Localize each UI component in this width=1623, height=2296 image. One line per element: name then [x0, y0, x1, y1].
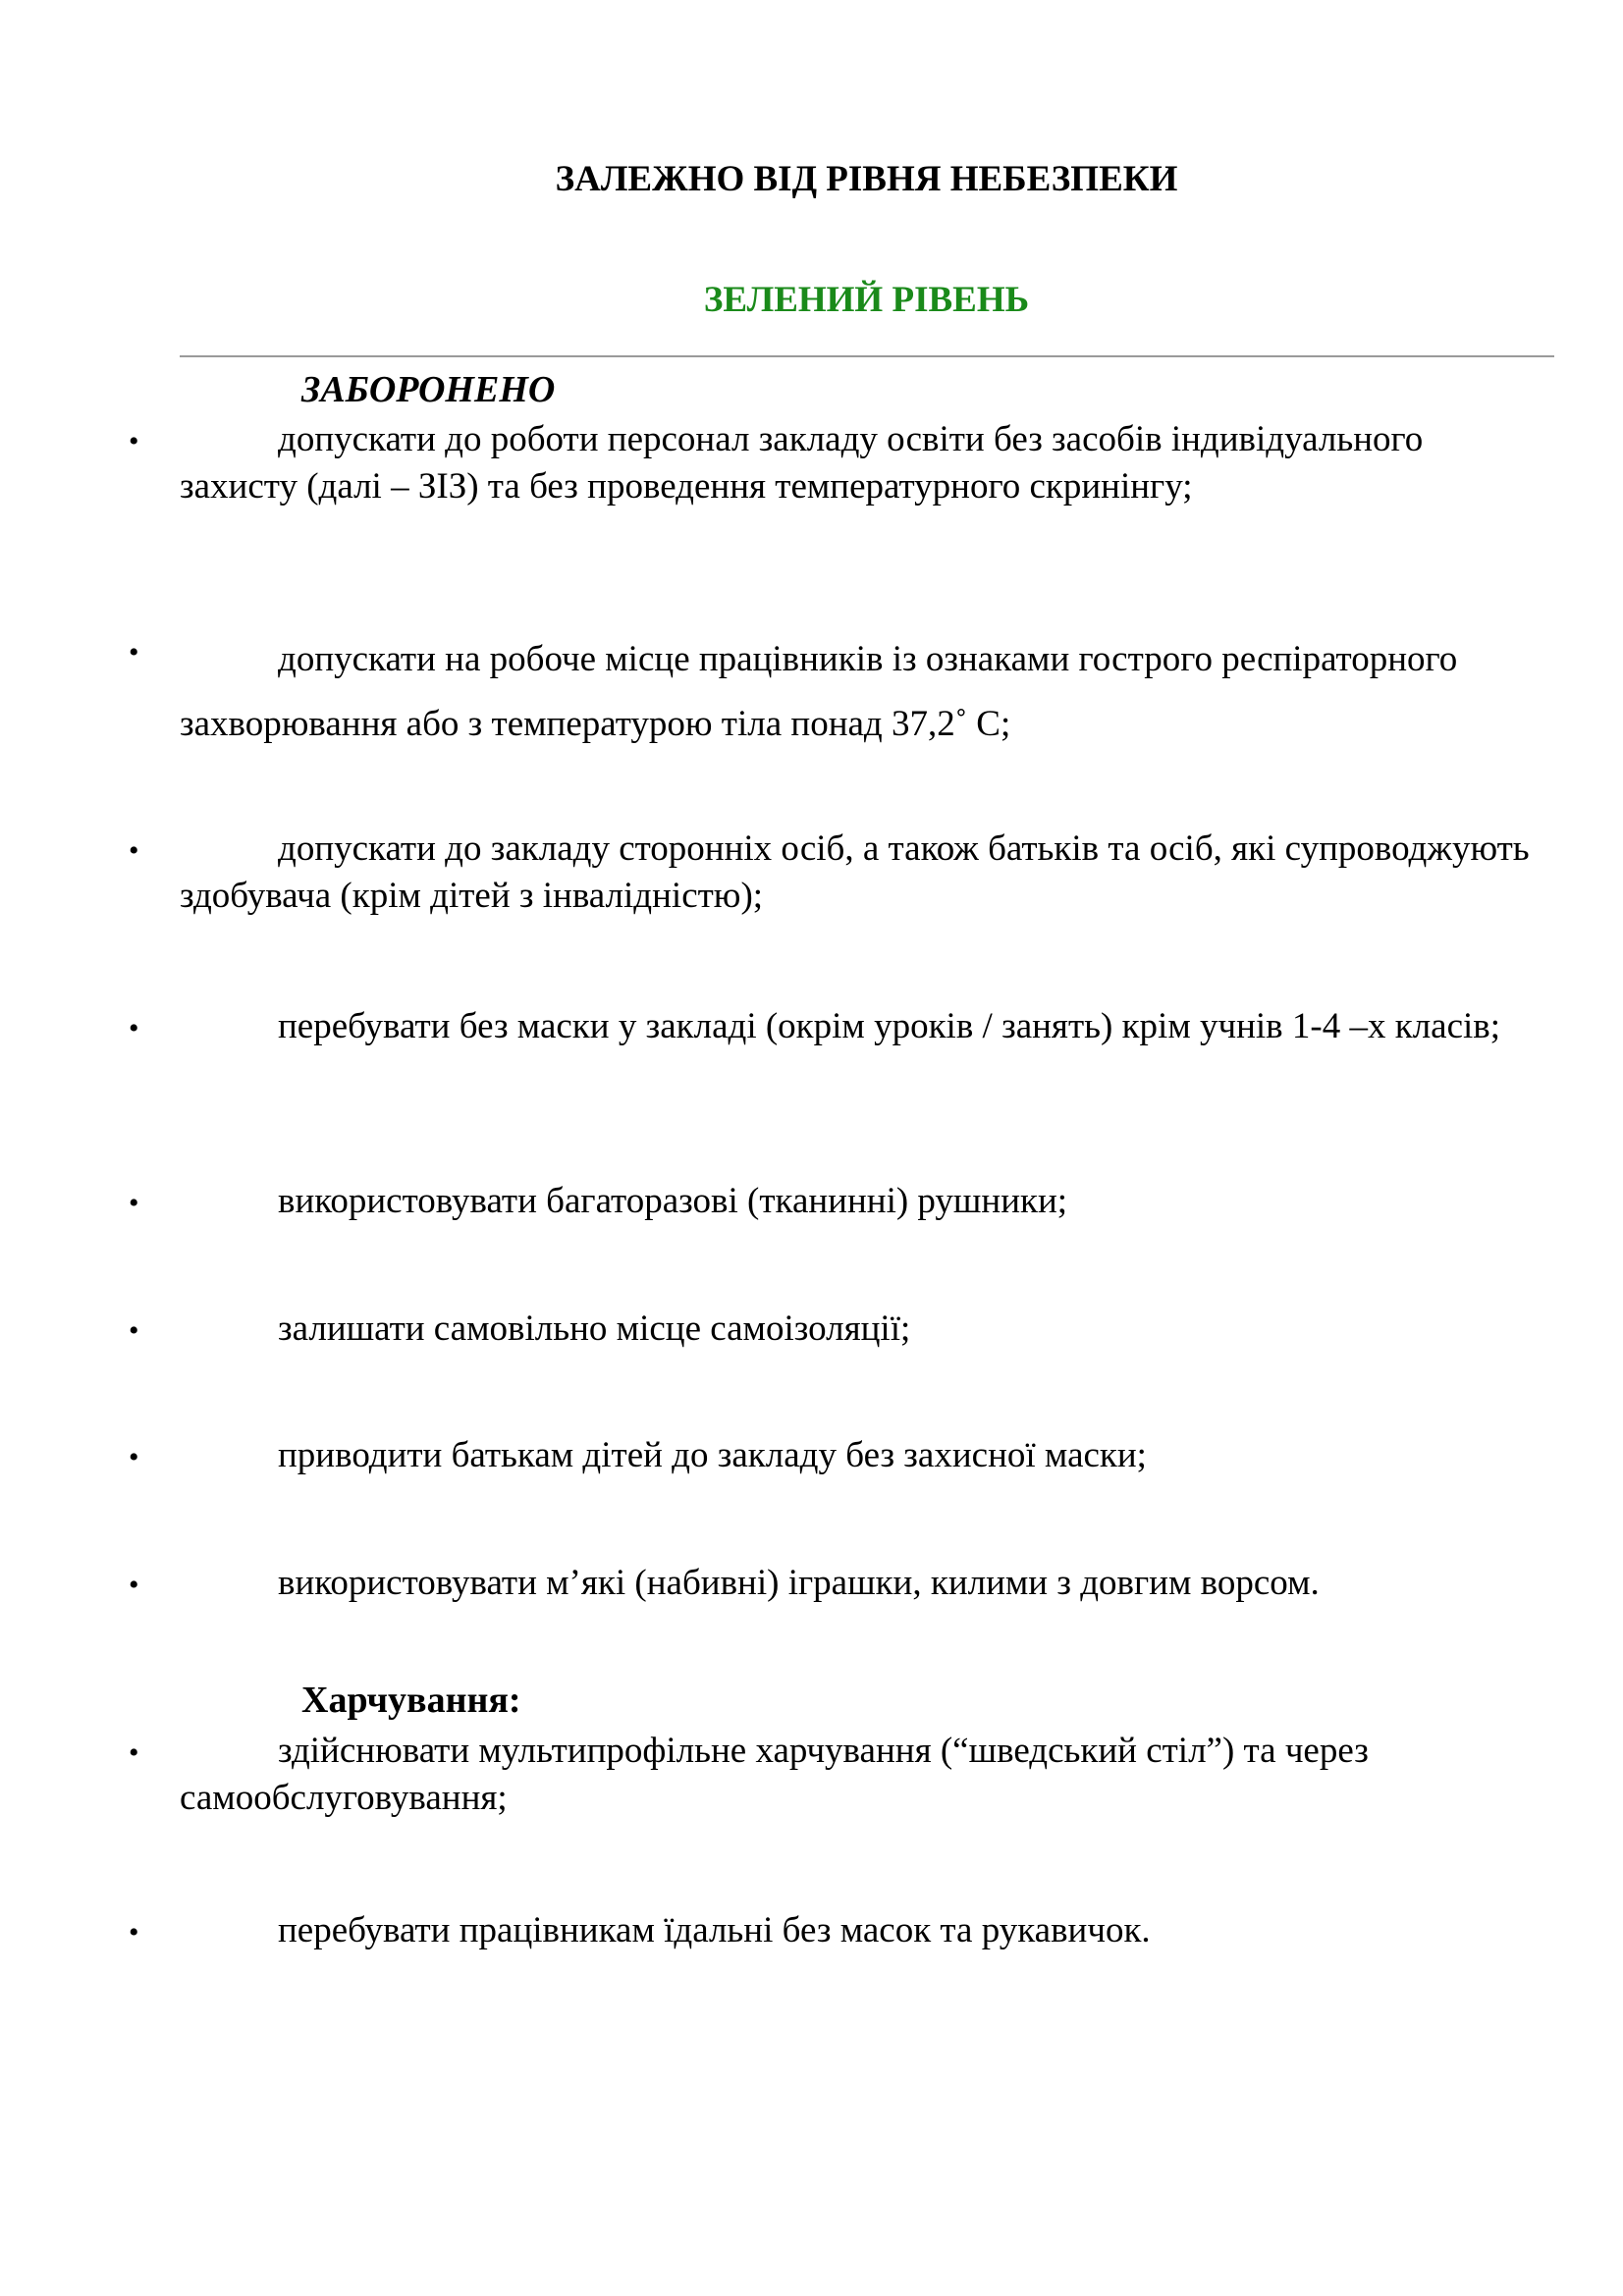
bullet-icon: • — [129, 1314, 139, 1347]
list-item-text: допускати до закладу сторонніх осіб, а також батьків та осіб, які супроводжують здобувача (крім дітей з інвалідністю); — [180, 828, 1530, 916]
list-item-text: приводити батькам дітей до закладу без захисної маски; — [278, 1435, 1147, 1475]
bullet-icon: • — [129, 1012, 139, 1044]
bullet-icon: • — [129, 1187, 139, 1219]
section-heading-prohibited: ЗАБОРОНЕНО — [301, 369, 556, 410]
list-item — [129, 826, 1535, 920]
bullet-icon: • — [129, 1441, 139, 1473]
bullet-icon: • — [129, 834, 139, 867]
horizontal-divider — [180, 355, 1554, 357]
list-item-text: використовувати м’які (набивні) іграшки, килими з довгим ворсом. — [278, 1563, 1320, 1603]
bullet-icon: • — [129, 1916, 139, 1949]
list-item — [129, 1432, 1535, 1479]
list-item — [129, 1306, 1535, 1353]
section-heading-food: Харчування: — [301, 1680, 521, 1721]
bullet-icon: • — [129, 1569, 139, 1601]
list-item — [129, 1560, 1535, 1607]
page-title: ЗАЛЕЖНО ВІД РІВНЯ НЕБЕЗПЕКИ — [555, 159, 1178, 199]
list-item-text: перебувати без маски у закладі (окрім уроків / занять) крім учнів 1-4 –х класів; — [278, 1006, 1501, 1046]
list-item-text: залишати самовільно місце самоізоляції; — [278, 1308, 911, 1349]
bullet-icon: • — [129, 636, 139, 668]
list-item — [129, 627, 1535, 757]
list-item — [129, 1003, 1535, 1050]
list-item-text: перебувати працівникам їдальні без масок та рукавичок. — [278, 1910, 1151, 1950]
level-subtitle: ЗЕЛЕНИЙ РІВЕНЬ — [703, 280, 1030, 320]
list-item-text: використовувати багаторазові (тканинні) рушники; — [278, 1181, 1068, 1221]
bullet-icon: • — [129, 425, 139, 457]
list-item — [129, 1907, 1535, 1954]
list-item-text: здійснювати мультипрофільне харчування (“шведський стіл”) та через самообслуговування; — [180, 1731, 1369, 1818]
list-item — [129, 1728, 1535, 1822]
list-item-text: допускати до роботи персонал закладу освіти без засобів індивідуального захисту (далі – ЗІЗ) та без проведення температурного скринінгу; — [180, 419, 1424, 507]
bullet-icon: • — [129, 1736, 139, 1769]
list-item — [129, 1178, 1535, 1225]
list-item-text: допускати на робоче місце працівників із ознаками гострого респіраторного захворювання або з температурою тіла понад 37,2˚ С; — [180, 639, 1458, 744]
list-item — [129, 416, 1535, 510]
